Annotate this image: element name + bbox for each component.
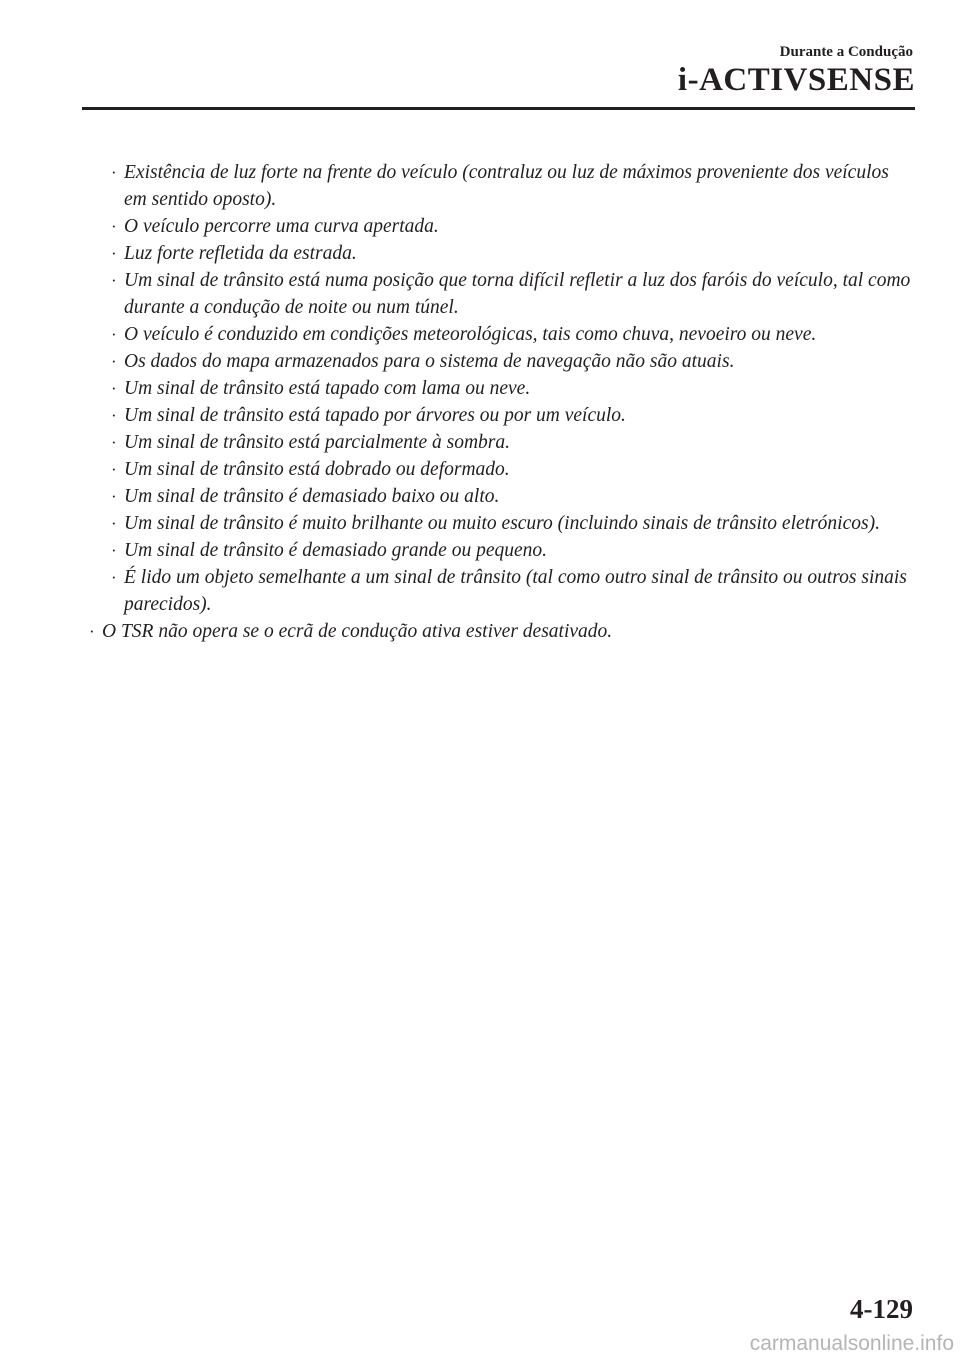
bullet-list xyxy=(88,159,913,645)
bullet-icon: · xyxy=(111,217,117,236)
bullet-icon: · xyxy=(111,514,117,533)
bullet-icon: · xyxy=(111,163,117,182)
list-item-text: Um sinal de trânsito está dobrado ou deformado. xyxy=(124,459,510,480)
running-head: Durante a Condução xyxy=(779,44,913,60)
list-item xyxy=(88,213,913,240)
list-item-text: O TSR não opera se o ecrã de condução ativa estiver desativado. xyxy=(102,621,613,642)
header-rule xyxy=(82,107,915,110)
list-item-text: Existência de luz forte na frente do veículo (contraluz ou luz de máximos proveniente dos veículos em sentido oposto). xyxy=(124,162,889,210)
list-item-text: É lido um objeto semelhante a um sinal de trânsito (tal como outro sinal de trânsito ou outros sinais parecidos). xyxy=(124,567,907,615)
list-item xyxy=(88,618,913,645)
bullet-icon: · xyxy=(111,244,117,263)
list-item-text: Um sinal de trânsito está tapado com lama ou neve. xyxy=(124,378,531,399)
list-item xyxy=(88,159,913,213)
watermark: carmanualsonline.info xyxy=(749,1332,954,1355)
bullet-icon: · xyxy=(111,406,117,425)
list-item-text: Os dados do mapa armazenados para o sistema de navegação não são atuais. xyxy=(124,351,735,372)
list-item-text: Um sinal de trânsito é muito brilhante ou muito escuro (incluindo sinais de trânsito eletrónicos). xyxy=(124,513,880,534)
bullet-icon: · xyxy=(111,325,117,344)
list-item xyxy=(88,564,913,618)
list-item xyxy=(88,429,913,456)
section-title: i-ACTIVSENSE xyxy=(677,62,915,98)
list-item xyxy=(88,348,913,375)
bullet-icon: · xyxy=(111,379,117,398)
list-item-text: Um sinal de trânsito está tapado por árvores ou por um veículo. xyxy=(124,405,626,426)
bullet-icon: · xyxy=(111,352,117,371)
list-item xyxy=(88,240,913,267)
bullet-icon: · xyxy=(111,460,117,479)
list-item xyxy=(88,267,913,321)
page-number: 4-129 xyxy=(850,1294,913,1324)
bullet-icon: · xyxy=(89,622,95,641)
list-item xyxy=(88,537,913,564)
bullet-icon: · xyxy=(111,487,117,506)
list-item-text: Um sinal de trânsito está parcialmente à sombra. xyxy=(124,432,511,453)
list-item xyxy=(88,375,913,402)
list-item xyxy=(88,321,913,348)
list-item-text: Um sinal de trânsito está numa posição que torna difícil refletir a luz dos faróis do veículo, tal como durante a condução de noite ou num túnel. xyxy=(124,270,911,318)
bullet-icon: · xyxy=(111,568,117,587)
list-item-text: O veículo é conduzido em condições meteorológicas, tais como chuva, nevoeiro ou neve. xyxy=(124,324,817,345)
list-item-text: Um sinal de trânsito é demasiado grande ou pequeno. xyxy=(124,540,548,561)
list-item-text: Luz forte refletida da estrada. xyxy=(124,243,357,264)
list-item xyxy=(88,483,913,510)
list-item-text: Um sinal de trânsito é demasiado baixo ou alto. xyxy=(124,486,500,507)
list-item xyxy=(88,510,913,537)
bullet-icon: · xyxy=(111,541,117,560)
bullet-icon: · xyxy=(111,271,117,290)
bullet-icon: · xyxy=(111,433,117,452)
list-item-text: O veículo percorre uma curva apertada. xyxy=(124,216,439,237)
list-item xyxy=(88,456,913,483)
list-item xyxy=(88,402,913,429)
